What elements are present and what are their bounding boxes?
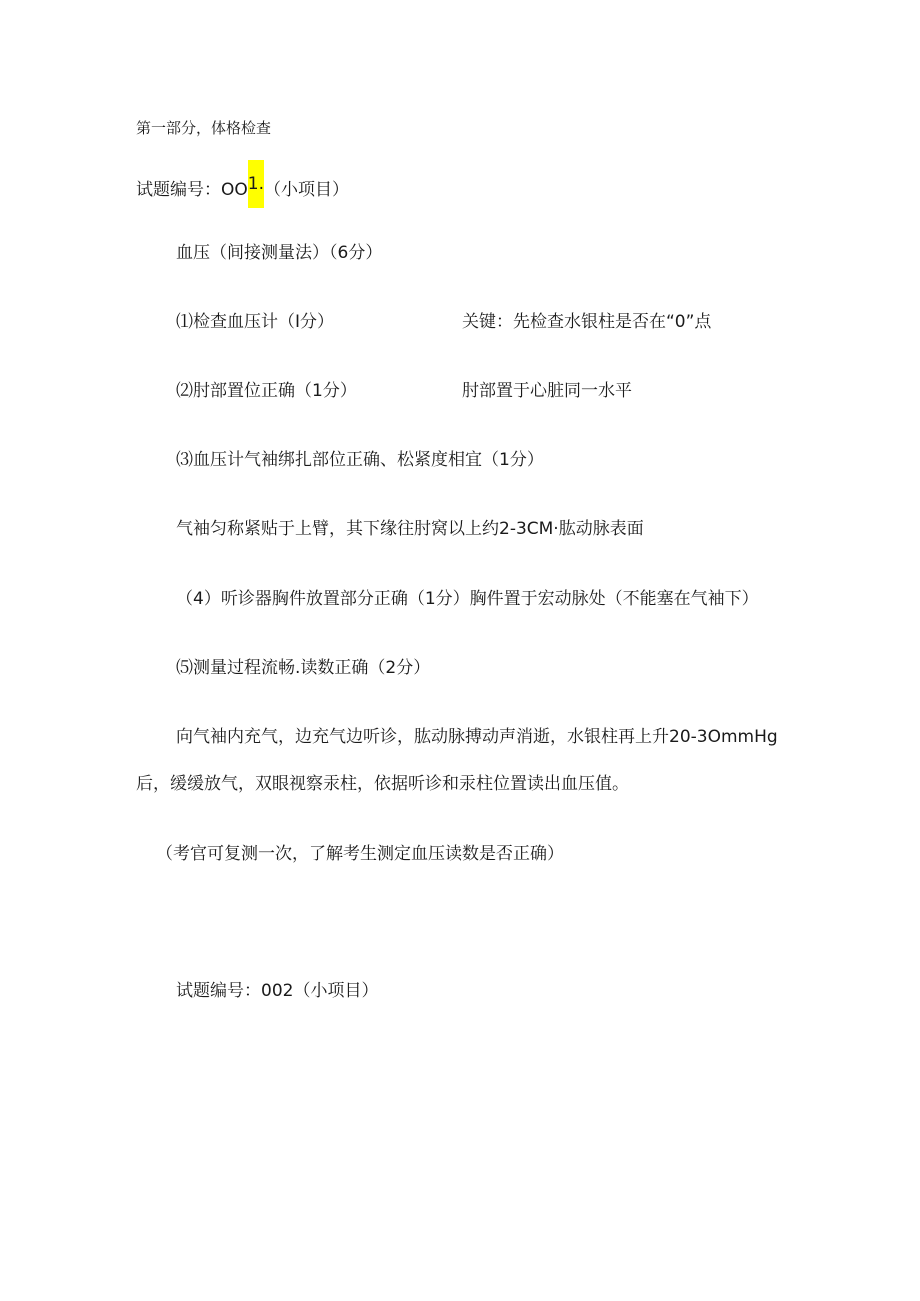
- part-title: 第一部分，体格检查: [136, 119, 272, 137]
- question-number-highlight: 1.: [248, 160, 264, 208]
- examiner-note: （考官可复测一次，了解考生测定血压读数是否正确）: [156, 844, 564, 864]
- procedure-line-1: 向气袖内充气，边充气边听诊，肱动脉搏动声消逝，水银柱再上升20-3OmmHg: [176, 727, 778, 747]
- item-5: ⑸测量过程流畅.读数正确（2分）: [176, 658, 431, 678]
- question-number-prefix: OO: [221, 180, 248, 200]
- item-2-note: 肘部置于心脏同一水平: [462, 381, 632, 401]
- item-4: （4）听诊器胸件放置部分正确（1分）胸件置于宏动脉处（不能塞在气袖下）: [176, 589, 759, 609]
- item-3: ⑶血压计气袖绑扎部位正确、松紧度相宜（1分）: [176, 450, 544, 470]
- section-title: 血压（间接测量法）（6分）: [176, 243, 383, 263]
- item-3-detail: 气袖匀称紧贴于上臂，其下缘往肘窝以上约2-3CM·肱动脉表面: [176, 519, 644, 539]
- item-1: ⑴检查血压计（I分）: [176, 312, 335, 332]
- question-suffix: （小项目）: [264, 180, 349, 200]
- question-number-001: [136, 172, 349, 208]
- procedure-line-2: 后，缓缓放气，双眼视察汞柱，依据听诊和汞柱位置读出血压值。: [136, 774, 629, 794]
- item-1-note: 关键：先检查水银柱是否在“0”点: [462, 312, 712, 332]
- question-number-002: 试题编号：002（小项目）: [176, 981, 379, 1001]
- question-label: 试题编号：: [136, 180, 221, 200]
- item-2: ⑵肘部置位正确（1分）: [176, 381, 357, 401]
